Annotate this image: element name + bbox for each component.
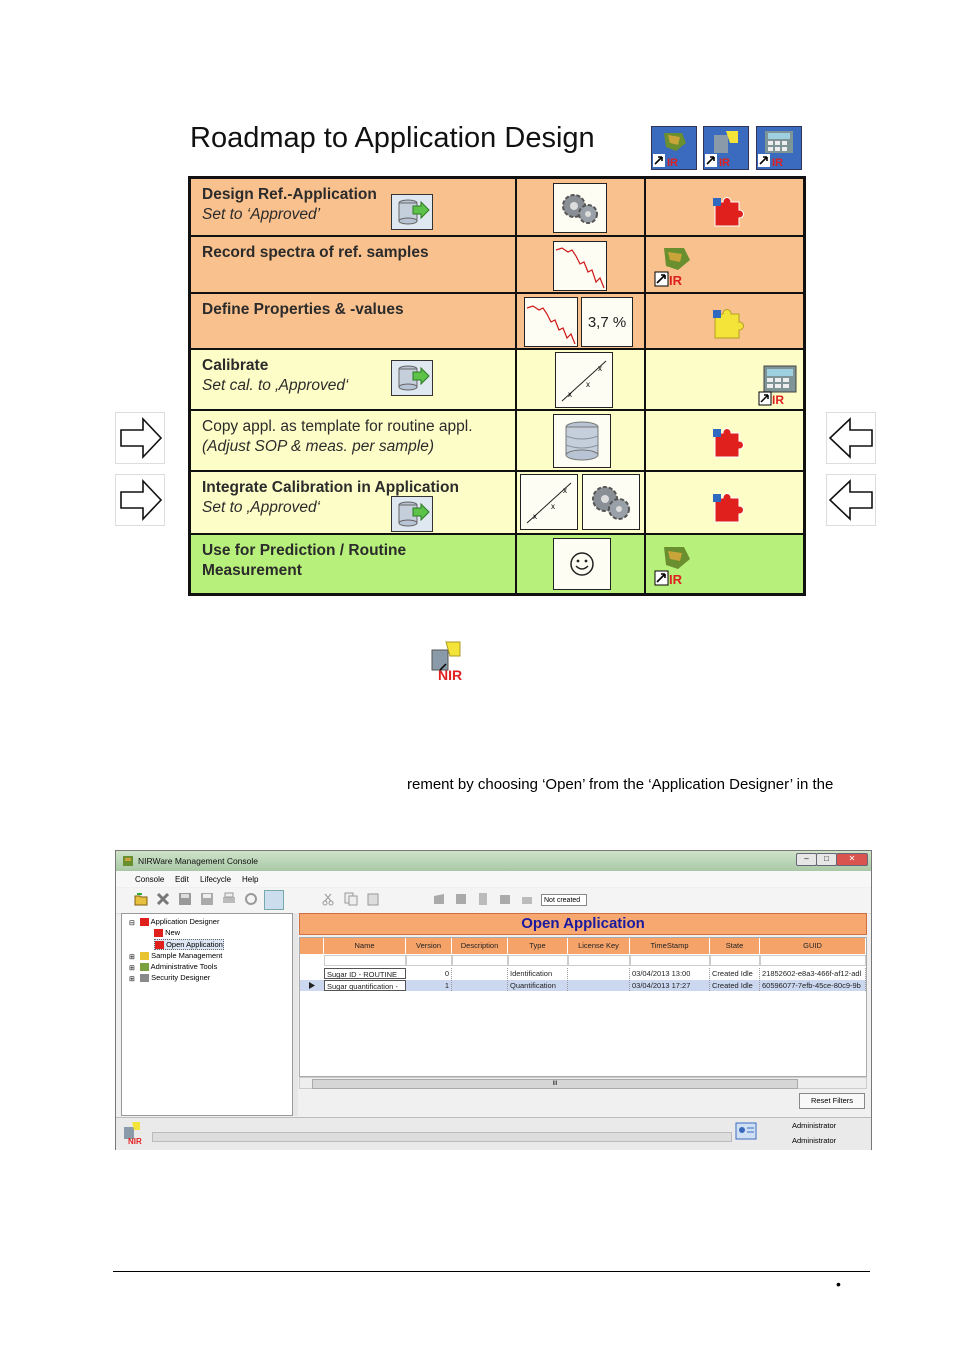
- menu-lifecycle[interactable]: Lifecycle: [200, 875, 232, 884]
- expand-icon[interactable]: ⊞: [129, 965, 135, 972]
- tools-icon: [140, 963, 149, 971]
- roadmap-step-define: [191, 294, 803, 350]
- puzzle-red-icon: [709, 423, 749, 464]
- menu-edit[interactable]: Edit: [175, 875, 189, 884]
- lifecycle-icon[interactable]: [432, 892, 446, 906]
- column-header-timestamp[interactable]: TimeStamp: [630, 938, 710, 954]
- step-title: Define Properties & -values: [202, 301, 404, 318]
- roadmap-step-record: [191, 237, 803, 294]
- expand-icon[interactable]: ⊞: [129, 976, 135, 983]
- arrow-right-icon: [115, 412, 165, 464]
- lifecycle-icon[interactable]: [520, 892, 534, 906]
- footer-divider: [113, 1271, 870, 1272]
- step-subtitle: Set to ‚Approved‘: [202, 499, 321, 516]
- cell-name: Sugar ID - ROUTINE: [324, 968, 406, 979]
- panel-splitter[interactable]: [293, 913, 298, 1116]
- roadmap-table: [188, 176, 806, 596]
- horizontal-scrollbar[interactable]: [299, 1077, 867, 1089]
- cell-state: Created Idle: [710, 980, 760, 991]
- reset-filters-button[interactable]: Reset Filters: [799, 1093, 865, 1109]
- smiley-icon: [553, 538, 611, 590]
- database-arrow-icon: [391, 360, 433, 401]
- filter-timestamp[interactable]: [630, 955, 710, 966]
- svg-text:IR: IR: [719, 157, 730, 169]
- svg-text:NIR: NIR: [438, 667, 463, 682]
- nir-calculator-icon: [756, 126, 802, 170]
- refresh-icon[interactable]: [244, 892, 258, 906]
- security-icon: [140, 974, 149, 982]
- expand-icon[interactable]: ⊞: [129, 954, 135, 961]
- puzzle-red-icon: [709, 488, 749, 529]
- filter-state[interactable]: [710, 955, 760, 966]
- svg-text:x: x: [533, 512, 537, 521]
- lifecycle-icon[interactable]: [476, 892, 490, 906]
- svg-text:x: x: [586, 380, 590, 389]
- gears-icon: [553, 183, 607, 233]
- puzzle-yellow-icon: [709, 304, 749, 345]
- cut-icon[interactable]: [321, 892, 335, 906]
- tree-item-open-application[interactable]: Open Application: [154, 939, 224, 950]
- step-title: Use for Prediction / Routine: [202, 542, 407, 559]
- filter-name[interactable]: [324, 955, 406, 966]
- database-arrow-icon: [391, 194, 433, 235]
- copy-icon[interactable]: [344, 892, 358, 906]
- column-header-version[interactable]: Version: [406, 938, 452, 954]
- arrow-left-icon: [826, 412, 876, 464]
- cell-description: [452, 980, 508, 991]
- paste-icon[interactable]: [366, 892, 380, 906]
- application-designer-icon: [428, 640, 472, 687]
- puzzle-red-icon: [155, 941, 164, 949]
- svg-text:IR: IR: [669, 572, 682, 587]
- lifecycle-icon[interactable]: [498, 892, 512, 906]
- cell-license-key: [568, 980, 630, 991]
- tree-item-sample-management[interactable]: Sample Management: [140, 951, 222, 960]
- step-subtitle: Measurement: [202, 562, 302, 579]
- cell-type: Identification: [508, 968, 568, 979]
- applications-grid: [299, 937, 867, 1077]
- filter-type[interactable]: [508, 955, 568, 966]
- management-console-window: [115, 850, 872, 1150]
- row-selector-icon: [309, 982, 315, 991]
- column-header-type[interactable]: Type: [508, 938, 568, 954]
- column-header-description[interactable]: Description: [452, 938, 508, 954]
- filter-license-key[interactable]: [568, 955, 630, 966]
- svg-text:x: x: [563, 486, 567, 495]
- panel-title: Open Application: [299, 913, 867, 935]
- lifecycle-status-combo[interactable]: Not created: [541, 894, 587, 906]
- cell-description: [452, 968, 508, 979]
- svg-text:IR: IR: [669, 273, 682, 288]
- tree-item-application-designer[interactable]: Application Designer: [140, 917, 219, 926]
- maximize-button[interactable]: □: [816, 853, 837, 866]
- print-icon[interactable]: [222, 892, 236, 906]
- gears-icon: [582, 474, 640, 530]
- roadmap-step-integrate: [191, 472, 803, 535]
- roadmap-step-calibrate: [191, 350, 803, 411]
- app-icon: [122, 855, 134, 869]
- step-subtitle: Set to ‘Approved’: [202, 206, 321, 223]
- column-header-name[interactable]: Name: [324, 938, 406, 954]
- cell-timestamp: 03/04/2013 17:27: [630, 980, 710, 991]
- row-header-column: [300, 938, 324, 954]
- cell-guid: 21852602-e8a3-466f-af12-adl: [760, 968, 866, 979]
- roadmap-step-design: [191, 179, 803, 237]
- filter-description[interactable]: [452, 955, 508, 966]
- puzzle-red-icon: [140, 918, 149, 926]
- roadmap-title: Roadmap to Application Design: [190, 122, 595, 154]
- database-icon: [553, 414, 611, 468]
- tree-item-security-designer[interactable]: Security Designer: [140, 973, 210, 982]
- step-title: Record spectra of ref. samples: [202, 244, 429, 261]
- roadmap-step-copy: [191, 411, 803, 472]
- svg-text:IR: IR: [667, 157, 678, 169]
- cell-version: 0: [406, 968, 452, 979]
- window-title: NIRWare Management Console: [138, 856, 259, 866]
- filter-version[interactable]: [406, 955, 452, 966]
- arrow-right-icon: [115, 474, 165, 526]
- table-row[interactable]: [300, 968, 866, 979]
- minimize-button[interactable]: –: [796, 853, 817, 866]
- svg-text:IR: IR: [772, 393, 784, 406]
- collapse-icon[interactable]: ⊟: [129, 920, 135, 927]
- calibration-plot-icon: [520, 474, 578, 530]
- tree-item-new[interactable]: New: [154, 928, 180, 937]
- application-designer-icon: [122, 1121, 148, 1147]
- svg-text:IR: IR: [772, 157, 783, 169]
- spectrum-icon: [524, 297, 578, 347]
- save-all-icon[interactable]: [200, 892, 214, 906]
- nir-instrument-icon: [654, 244, 698, 288]
- step-subtitle: Set cal. to ‚Approved‘: [202, 377, 349, 394]
- puzzle-red-icon: [154, 929, 163, 937]
- scroll-thumb[interactable]: III: [312, 1079, 798, 1089]
- column-header-license-key[interactable]: License Key: [568, 938, 630, 954]
- step-subtitle: (Adjust SOP & meas. per sample): [202, 438, 435, 455]
- footer-bullet: •: [836, 1276, 841, 1292]
- svg-text:x: x: [568, 390, 572, 399]
- tree-item-administrative-tools[interactable]: Administrative Tools: [140, 962, 217, 971]
- cell-state: Created Idle: [710, 968, 760, 979]
- step-title: Integrate Calibration in Application: [202, 479, 459, 496]
- arrow-left-icon: [826, 474, 876, 526]
- calibration-plot-icon: [555, 352, 613, 408]
- svg-text:x: x: [598, 364, 602, 373]
- svg-text:NIR: NIR: [128, 1137, 142, 1145]
- column-header-guid[interactable]: GUID: [760, 938, 866, 954]
- roadmap-step-prediction: [191, 535, 803, 593]
- user-card-icon: [735, 1121, 757, 1143]
- cell-timestamp: 03/04/2013 13:00: [630, 968, 710, 979]
- filter-guid[interactable]: [760, 955, 866, 966]
- table-row-selected[interactable]: [300, 980, 866, 991]
- logged-user: Administrator: [792, 1136, 837, 1145]
- column-header-state[interactable]: State: [710, 938, 760, 954]
- database-arrow-icon: [391, 496, 433, 537]
- nir-calculator-icon: [758, 364, 800, 411]
- view-icon[interactable]: [264, 890, 284, 910]
- step-title: Copy appl. as template for routine appl.: [202, 418, 473, 435]
- nir-instrument-icon: [651, 126, 697, 170]
- current-user: Administrator: [792, 1121, 837, 1130]
- lifecycle-icon[interactable]: [454, 892, 468, 906]
- navigation-tree: [121, 913, 293, 1116]
- step-title: Design Ref.-Application: [202, 186, 377, 203]
- cell-license-key: [568, 968, 630, 979]
- step-title: Calibrate: [202, 357, 269, 374]
- open-folder-icon[interactable]: [134, 892, 148, 906]
- save-icon[interactable]: [178, 892, 192, 906]
- cell-type: Quantification: [508, 980, 568, 991]
- progress-bar: [152, 1132, 732, 1142]
- spectrum-icon: [553, 241, 607, 291]
- close-button[interactable]: ✕: [836, 853, 868, 866]
- cell-guid: 60596077-7efb-45ce-80c9-9b: [760, 980, 866, 991]
- property-value-label: 3,7 %: [581, 297, 633, 347]
- cell-name: Sugar quantification -: [324, 980, 406, 991]
- caption-text: rement by choosing ‘Open’ from the ‘Application Designer’ in the: [407, 776, 834, 793]
- svg-text:x: x: [551, 502, 555, 511]
- menu-console[interactable]: Console: [135, 875, 165, 884]
- puzzle-red-icon: [709, 192, 749, 233]
- cell-version: 1: [406, 980, 452, 991]
- nir-designer-icon: [703, 126, 749, 170]
- nir-instrument-icon: [654, 543, 698, 587]
- puzzle-yellow-icon: [140, 952, 149, 960]
- delete-icon[interactable]: [156, 892, 170, 906]
- menu-help[interactable]: Help: [242, 875, 259, 884]
